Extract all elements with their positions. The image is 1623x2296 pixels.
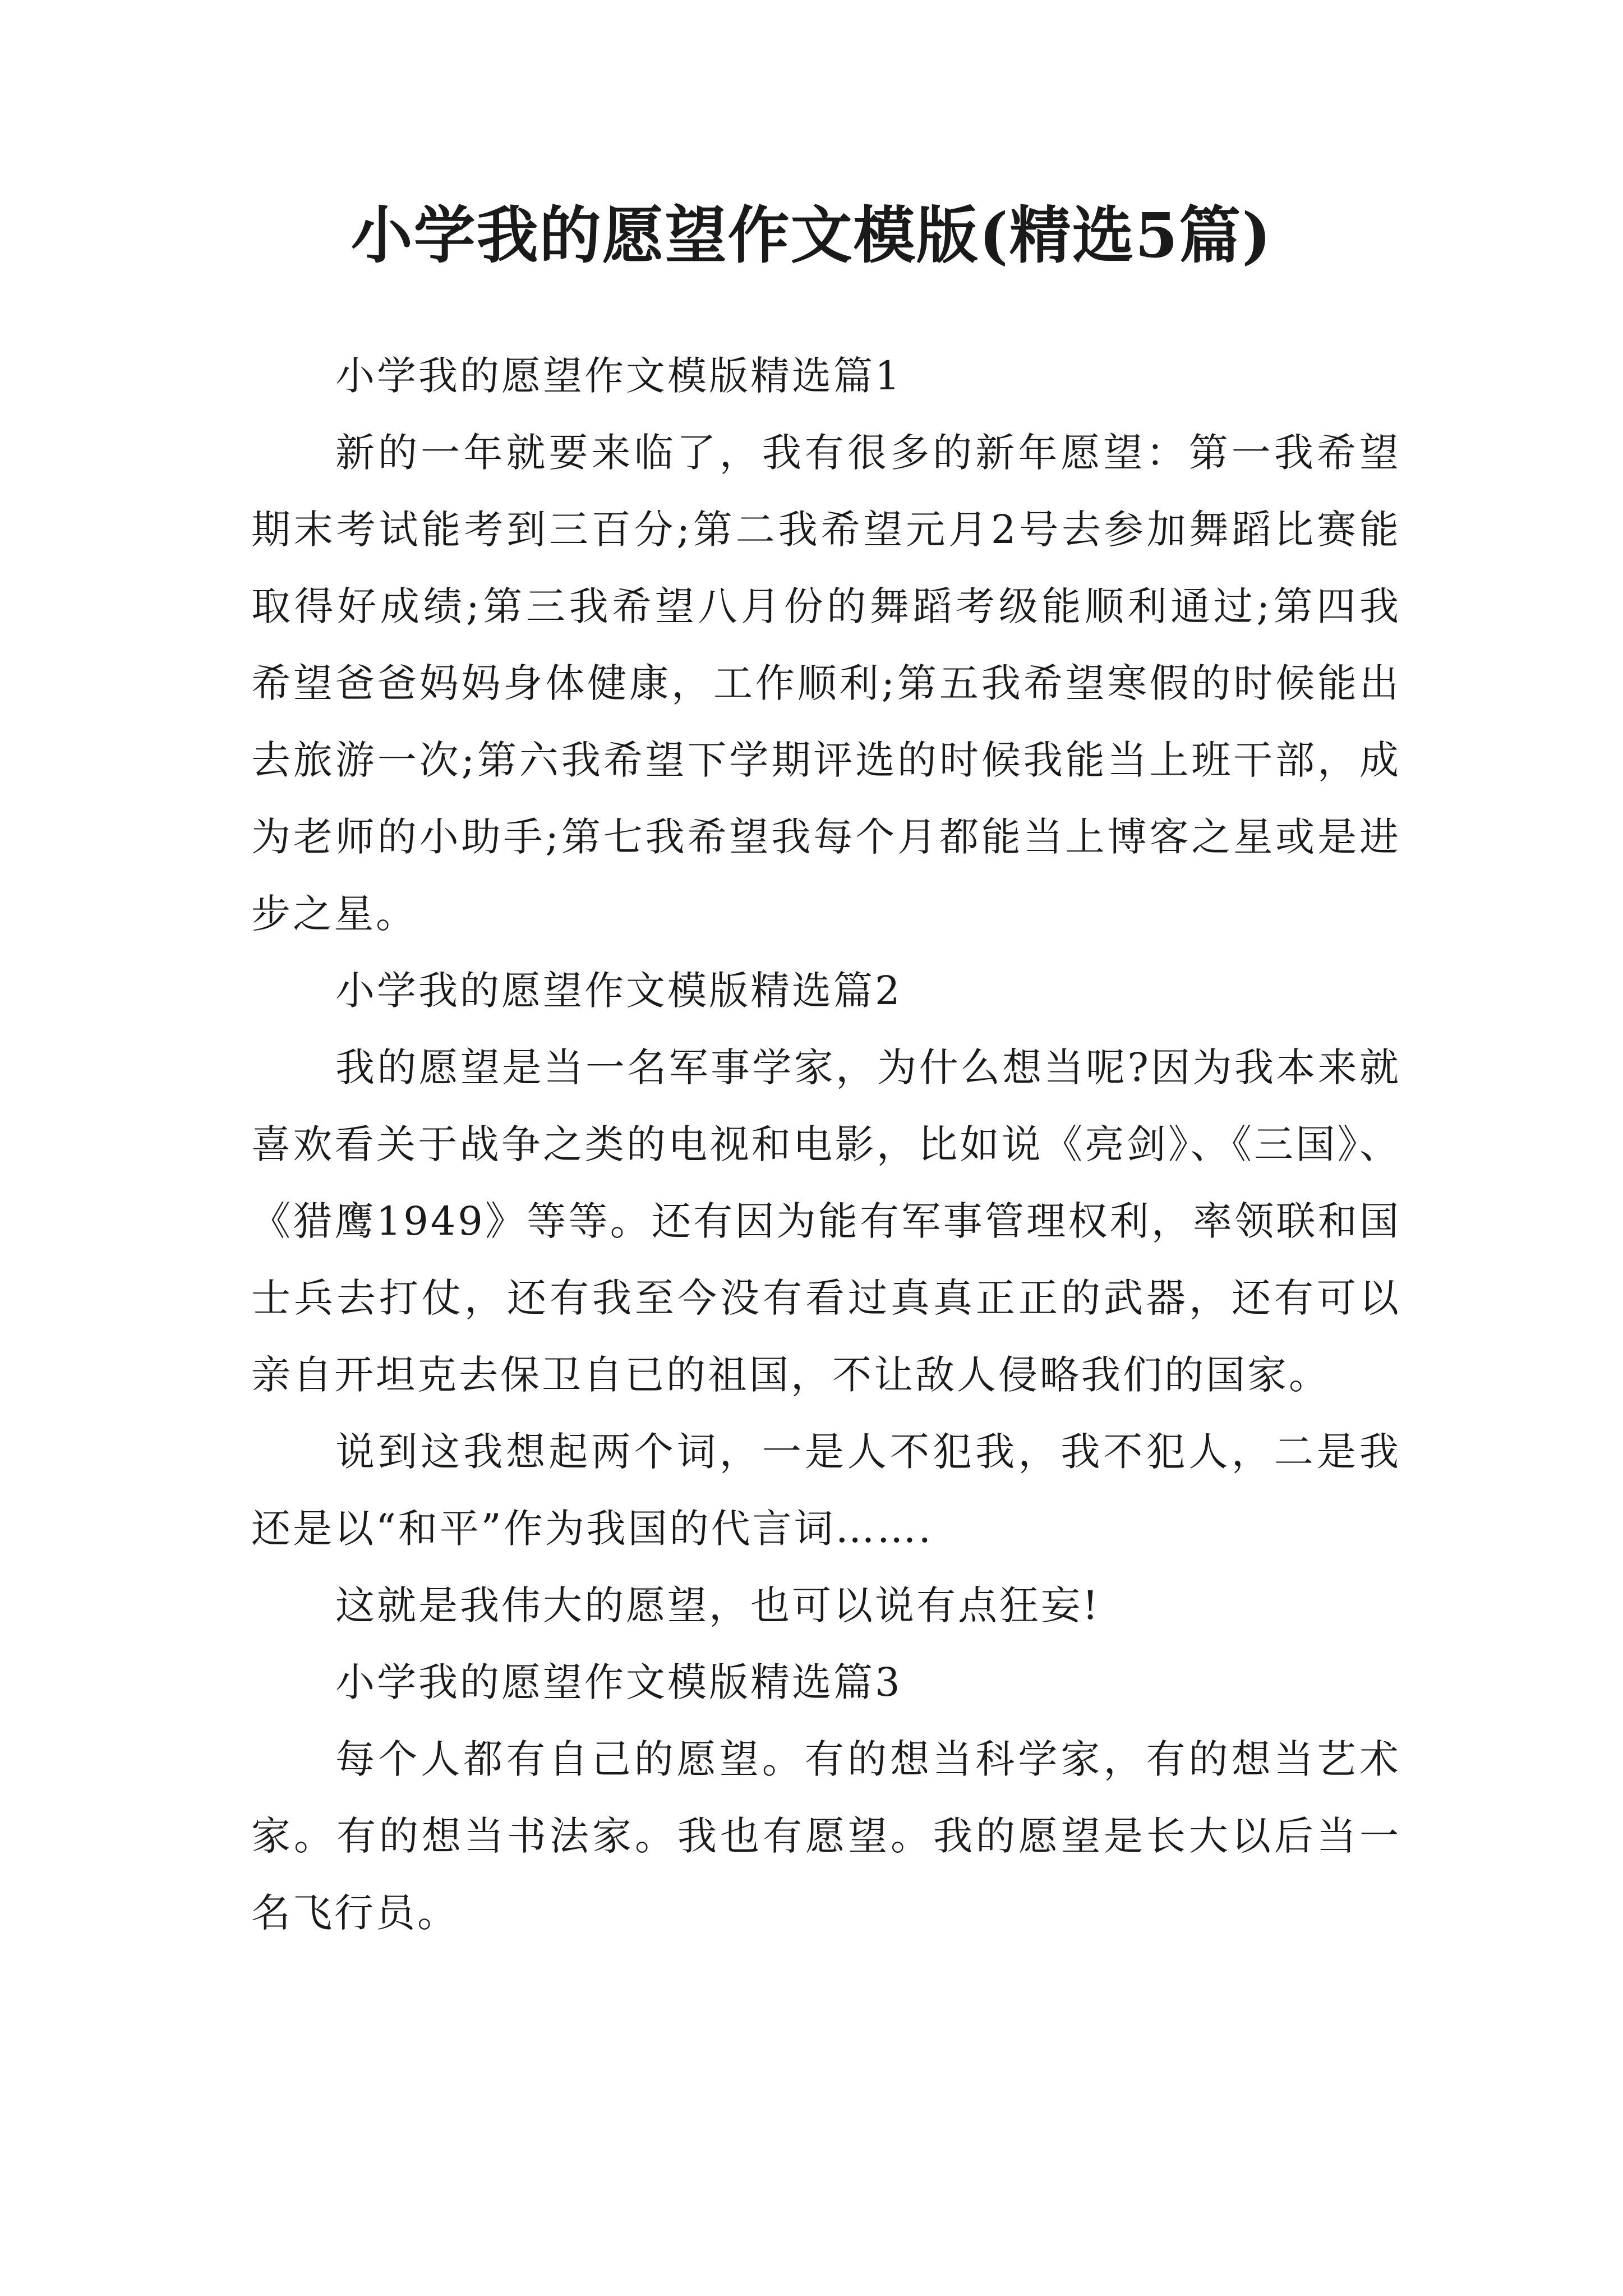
section-heading-2: 小学我的愿望作文模版精选篇2 (335, 968, 902, 1014)
paragraph: 我的愿望是当一名军事学家，为什么想当呢?因为我本来就喜欢看关于战争之类的电视和电影，比如说《亮剑》、《三国》、《猎鹰1949》等等。还有因为能有军事管理权利，率领联和国士兵去打仗，还有我至今没有看过真真正正的武器，还有可以亲自开坦克去保卫自已的祖国，不让敌人侵略我们的国家。 (251, 1045, 1401, 1398)
section-heading-3: 小学我的愿望作文模版精选篇3 (335, 1659, 902, 1705)
section-heading-1: 小学我的愿望作文模版精选篇1 (335, 353, 902, 399)
paragraph: 每个人都有自己的愿望。有的想当科学家，有的想当艺术家。有的想当书法家。我也有愿望。我的愿望是长大以后当一名飞行员。 (251, 1736, 1401, 1936)
paragraph: 新的一年就要来临了，我有很多的新年愿望：第一我希望期末考试能考到三百分;第二我希望元月2号去参加舞蹈比赛能取得好成绩;第三我希望八月份的舞蹈考级能顺利通过;第四我希望爸爸妈妈身体健康，工作顺利;第五我希望寒假的时候能出去旅游一次;第六我希望下学期评选的时候我能当上班干部，成为老师的小助手;第七我希望我每个月都能当上博客之星或是进步之星。 (251, 430, 1401, 937)
paragraph: 这就是我伟大的愿望，也可以说有点狂妄! (335, 1582, 1101, 1628)
paragraph: 说到这我想起两个词，一是人不犯我，我不犯人，二是我还是以“和平”作为我国的代言词……. (251, 1429, 1401, 1552)
document-title: 小学我的愿望作文模版(精选5篇) (351, 199, 1272, 272)
document-body (251, 338, 1401, 1952)
